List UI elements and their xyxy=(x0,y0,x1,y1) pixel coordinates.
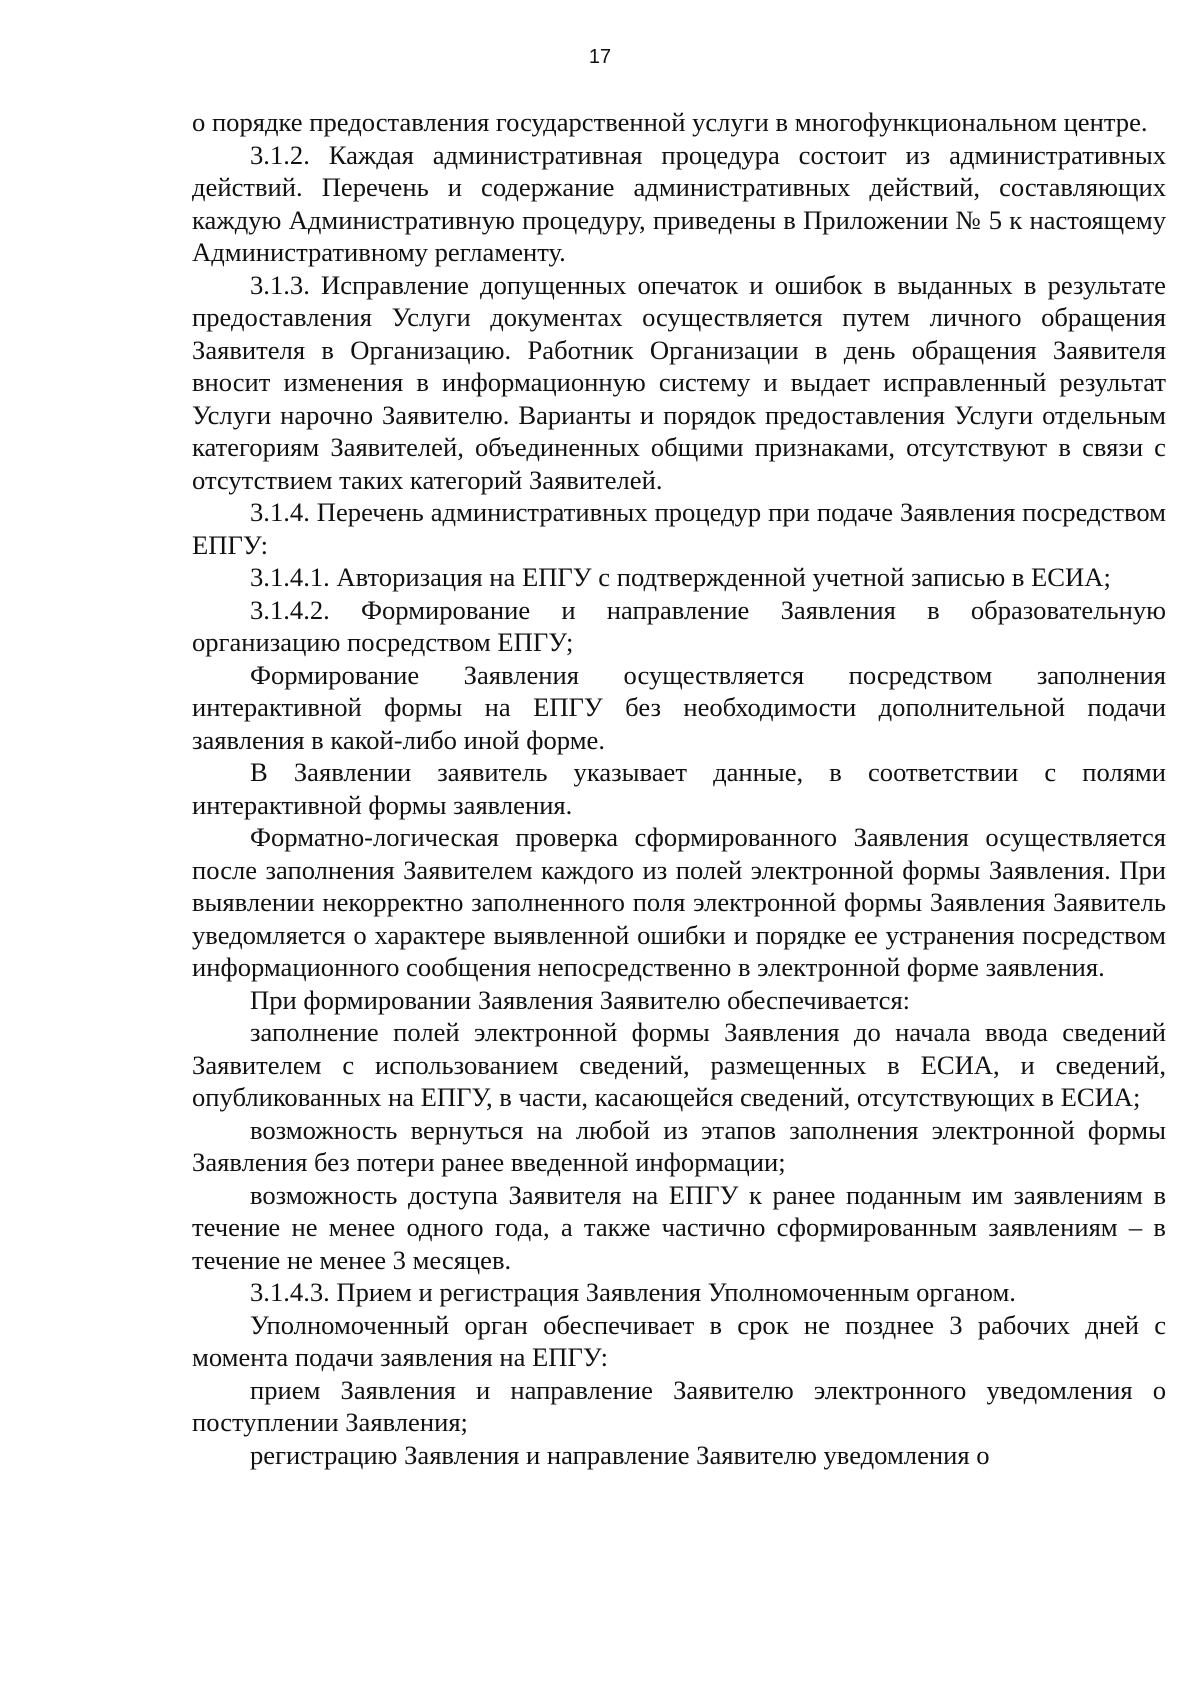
paragraph: заполнение полей электронной формы Заявления до начала ввода сведений Заявителем с использованием сведений, размещенных в ЕСИА, и сведений, опубликованных на ЕПГУ, в части, касающейся сведений, отсутствующих в ЕСИА; xyxy=(192,1017,1166,1112)
page-number: 17 xyxy=(588,46,612,68)
document-body xyxy=(192,106,1166,1471)
paragraph: 3.1.4.2. Формирование и направление Заявления в образовательную организацию посредством ЕПГУ; xyxy=(192,594,1166,657)
paragraph: возможность вернуться на любой из этапов заполнения электронной формы Заявления без потери ранее введенной информации; xyxy=(192,1114,1166,1177)
paragraph: 3.1.2. Каждая административная процедура состоит из административных действий. Перечень и содержание административных действий, составляющих каждую Административную процедуру, приведены в Приложении № 5 к настоящему Административному регламенту. xyxy=(192,139,1166,267)
paragraph: Формирование Заявления осуществляется посредством заполнения интерактивной формы на ЕПГУ без необходимости дополнительной подачи заявления в какой-либо иной форме. xyxy=(192,659,1166,755)
paragraph: прием Заявления и направление Заявителю электронного уведомления о поступлении Заявления; xyxy=(192,1374,1166,1437)
paragraph: 3.1.4.3. Прием и регистрация Заявления Уполномоченным органом. xyxy=(250,1277,1016,1307)
paragraph: Уполномоченный орган обеспечивает в срок не позднее 3 рабочих дней с момента подачи заявления на ЕПГУ: xyxy=(192,1309,1166,1372)
paragraph: При формировании Заявления Заявителю обеспечивается: xyxy=(250,984,911,1015)
paragraph: В Заявлении заявитель указывает данные, в соответствии с полями интерактивной формы заявления. xyxy=(192,757,1166,820)
paragraph: 3.1.4.1. Авторизация на ЕПГУ с подтвержденной учетной записью в ЕСИА; xyxy=(250,562,1111,592)
paragraph: возможность доступа Заявителя на ЕПГУ к ранее поданным им заявлениям в течение не менее одного года, а также частично сформированным заявлениям – в течение не менее 3 месяцев. xyxy=(192,1179,1166,1275)
paragraph: 3.1.3. Исправление допущенных опечаток и ошибок в выданных в результате предоставления Услуги документах осуществляется путем личного обращения Заявителя в Организацию. Работник Организации в день обращения Заявителя вносит изменения в информационную систему и выдает исправленный результат Услуги нарочно Заявителю. Варианты и порядок предоставления Услуги отдельным категориям Заявителей, объединенных общими признаками, отсутствуют в связи с отсутствием таких категорий Заявителей. xyxy=(192,269,1166,495)
paragraph: о порядке предоставления государственной услуги в многофункциональном центре. xyxy=(192,107,1148,137)
paragraph: 3.1.4. Перечень административных процедур при подаче Заявления посредством ЕПГУ: xyxy=(192,497,1166,560)
paragraph: регистрацию Заявления и направление Заявителю уведомления о xyxy=(250,1439,990,1470)
paragraph: Форматно-логическая проверка сформированного Заявления осуществляется после заполнения Заявителем каждого из полей электронной формы Заявления. При выявлении некорректно заполненного поля электронной формы Заявления Заявитель уведомляется о характере выявленной ошибки и порядке ее устранения посредством информационного сообщения непосредственно в электронной форме заявления. xyxy=(192,822,1166,982)
